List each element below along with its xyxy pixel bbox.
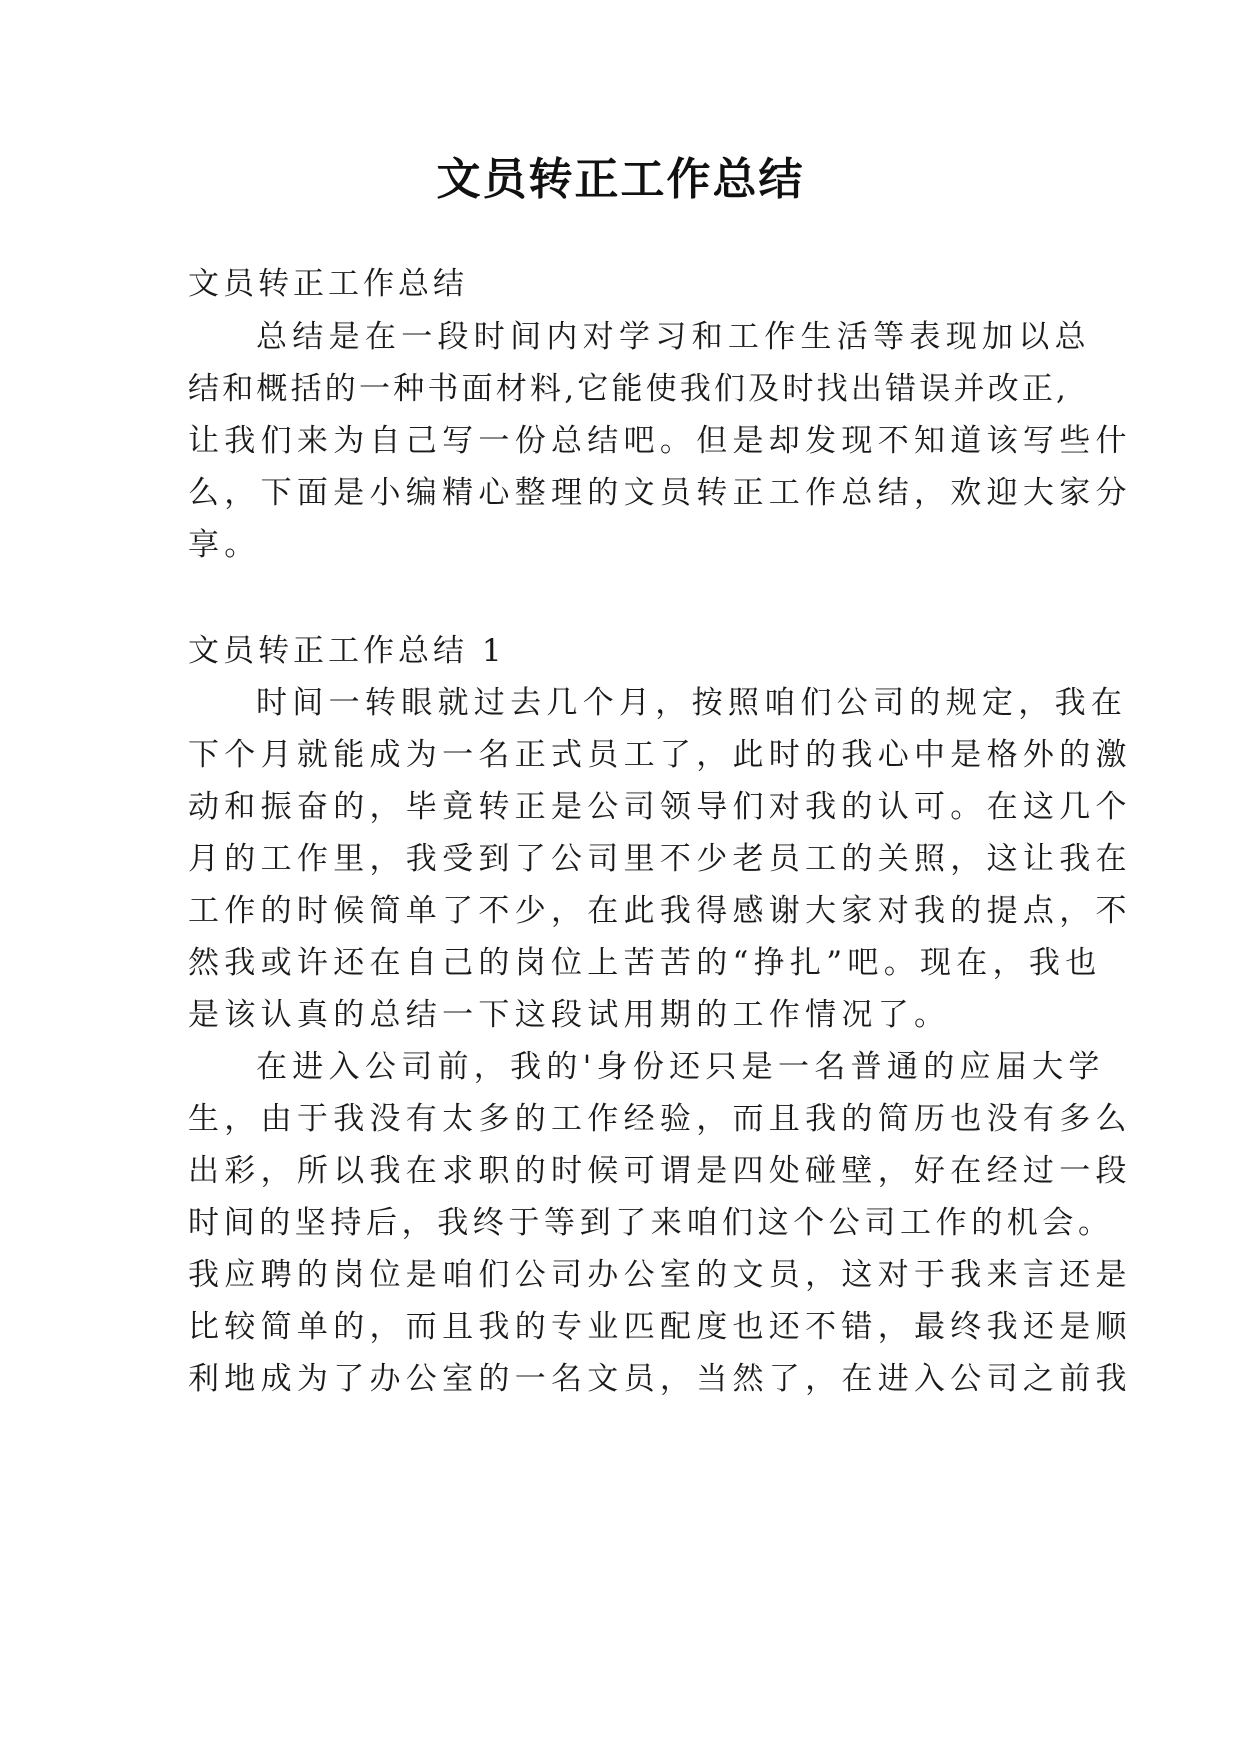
intro-line: 总结是在一段时间内对学习和工作生活等表现加以总 [256, 319, 1091, 355]
paragraph-line: 我应聘的岗位是咱们公司办公室的文员，这对于我来言还是 [188, 1257, 1132, 1293]
paragraph-line: 出彩，所以我在求职的时候可谓是四处碰壁，好在经过一段 [188, 1153, 1132, 1189]
subtitle: 文员转正工作总结 [188, 266, 468, 302]
intro-line: 享。 [188, 527, 261, 563]
paragraph-line: 下个月就能成为一名正式员工了，此时的我心中是格外的激 [188, 737, 1132, 773]
paragraph-line: 比较简单的，而且我的专业匹配度也还不错，最终我还是顺 [188, 1309, 1132, 1345]
intro-line: 么，下面是小编精心整理的文员转正工作总结，欢迎大家分 [188, 475, 1132, 511]
intro-line: 结和概括的一种书面材料,它能使我们及时找出错误并改正, [188, 371, 1070, 407]
paragraph-line: 在进入公司前，我的'身份还只是一名普通的应届大学 [256, 1049, 1105, 1085]
paragraph-line: 生，由于我没有太多的工作经验，而且我的简历也没有多么 [188, 1101, 1132, 1137]
paragraph-line: 然我或许还在自己的岗位上苦苦的“挣扎”吧。现在，我也 [188, 945, 1102, 981]
document-title: 文员转正工作总结 [436, 154, 805, 205]
paragraph-line: 工作的时候简单了不少，在此我得感谢大家对我的提点，不 [188, 893, 1132, 929]
intro-line: 让我们来为自己写一份总结吧。但是却发现不知道该写些什 [188, 423, 1132, 459]
paragraph-line: 利地成为了办公室的一名文员，当然了，在进入公司之前我 [188, 1361, 1132, 1397]
paragraph-line: 时间一转眼就过去几个月，按照咱们公司的规定，我在 [256, 685, 1128, 721]
paragraph-line: 是该认真的总结一下这段试用期的工作情况了。 [188, 997, 951, 1033]
paragraph-line: 月的工作里，我受到了公司里不少老员工的关照，这让我在 [188, 841, 1132, 877]
paragraph-line: 动和振奋的，毕竟转正是公司领导们对我的认可。在这几个 [188, 789, 1132, 825]
section-heading: 文员转正工作总结 1 [188, 633, 506, 669]
paragraph-line: 时间的坚持后，我终于等到了来咱们这个公司工作的机会。 [188, 1205, 1114, 1241]
